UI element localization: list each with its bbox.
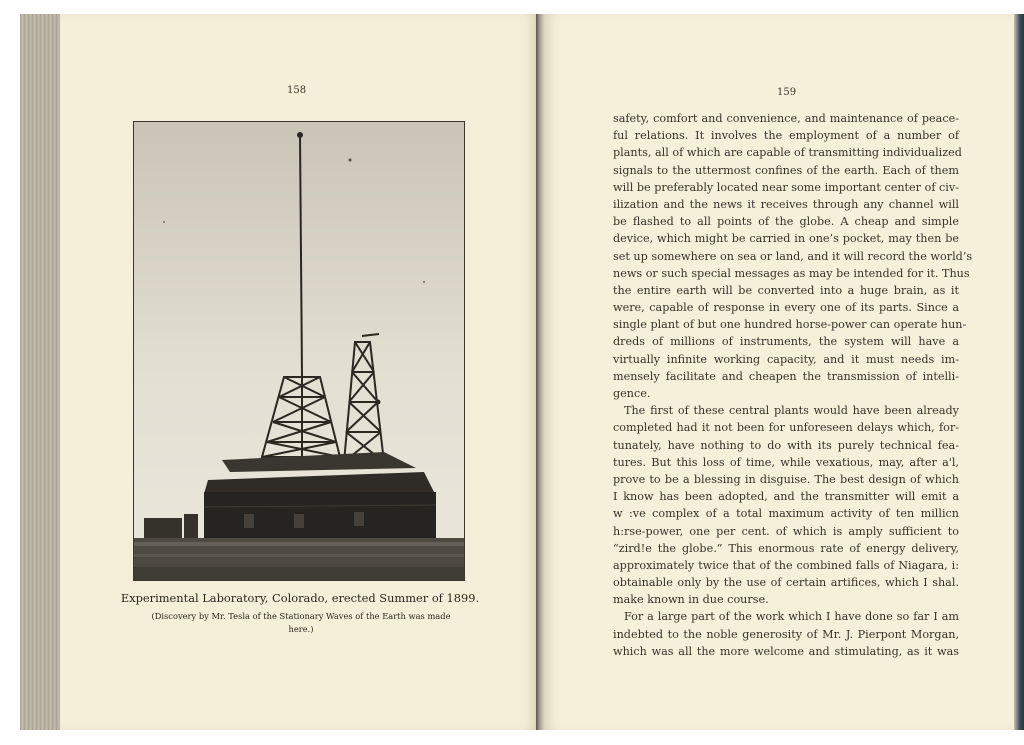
- text-line: will be preferably located near some important center of civ-: [613, 180, 959, 194]
- text-line: gence.: [613, 387, 651, 400]
- text-line: plants, all of which are capable of transmitting individualized: [613, 146, 962, 160]
- text-line: were, capable of response in every one of its parts. Since a: [613, 301, 959, 315]
- photo-caption-title: Experimental Laboratory, Colorado, erected Summer of 1899.: [120, 591, 480, 605]
- laboratory-photograph: [133, 121, 465, 581]
- text-line: tures. But this loss of time, while vexatious, may, after a'l,: [613, 455, 959, 469]
- book-gutter: [536, 14, 544, 730]
- photo-caption-note: [126, 610, 476, 636]
- text-line: dreds of millions of instruments, the system will have a: [613, 335, 959, 349]
- text-line: The first of these central plants would have been already: [624, 404, 959, 418]
- caption-note-line: here.): [288, 624, 314, 634]
- text-line: the entire earth will be converted into a huge brain, as it: [613, 283, 959, 297]
- text-line: “zird!e the globe.” This enormous rate of energy delivery,: [613, 541, 959, 555]
- text-line: which was all the more welcome and stimulating, as it was: [613, 644, 959, 658]
- text-line: virtually infinite working capacity, and it must needs im-: [613, 352, 959, 366]
- text-line: prove to be a blessing in disguise. The best design of which: [613, 472, 959, 486]
- text-line: ilization and the news it receives through any channel will: [613, 197, 959, 211]
- text-line: w :ve complex of a total maximum activity of ten millicn: [613, 507, 959, 521]
- text-line: safety, comfort and convenience, and maintenance of peace-: [613, 112, 959, 125]
- text-line: be flashed to all points of the globe. A cheap and simple: [613, 215, 959, 229]
- text-line: signals to the uttermost confines of the earth. Each of them: [613, 163, 959, 177]
- caption-note-line: (Discovery by Mr. Tesla of the Stationary Waves of the Earth was made: [151, 611, 451, 621]
- text-line: h:rse-power, one per cent. of which is amply sufficient to: [613, 524, 959, 538]
- text-line: completed had it not been for unforeseen delays which, for-: [613, 421, 959, 435]
- text-line: single plant of but one hundred horse-power can operate hun-: [613, 318, 967, 332]
- text-line: obtainable only by the use of certain artifices, which I shal.: [613, 576, 959, 590]
- text-line: device, which might be carried in one’s pocket, may then be: [613, 232, 959, 246]
- text-line: ful relations. It involves the employment of a number of: [613, 129, 959, 143]
- text-line: I know has been adopted, and the transmitter will emit a: [613, 490, 959, 504]
- text-line: set up somewhere on sea or land, and it will record the world’s: [613, 249, 973, 263]
- book-cover-edge: [1014, 14, 1024, 730]
- body-text: [613, 110, 973, 660]
- right-page: [544, 14, 1014, 730]
- text-line: mensely facilitate and cheapen the transmission of intelli-: [613, 369, 959, 383]
- right-page-number: 159: [777, 87, 797, 98]
- text-line: indebted to the noble generosity of Mr. J. Pierpont Morgan,: [613, 627, 959, 641]
- text-line: news or such special messages as may be intended for it. Thus: [613, 266, 970, 280]
- left-page: [60, 14, 538, 730]
- text-line: For a large part of the work which I have done so far I am: [624, 610, 959, 624]
- text-line: approximately twice that of the combined falls of Niagara, i:: [613, 558, 959, 572]
- left-page-number: 158: [287, 85, 307, 96]
- text-line: tunately, have nothing to do with its purely technical fea-: [613, 438, 959, 452]
- text-line: make known in due course.: [613, 593, 769, 607]
